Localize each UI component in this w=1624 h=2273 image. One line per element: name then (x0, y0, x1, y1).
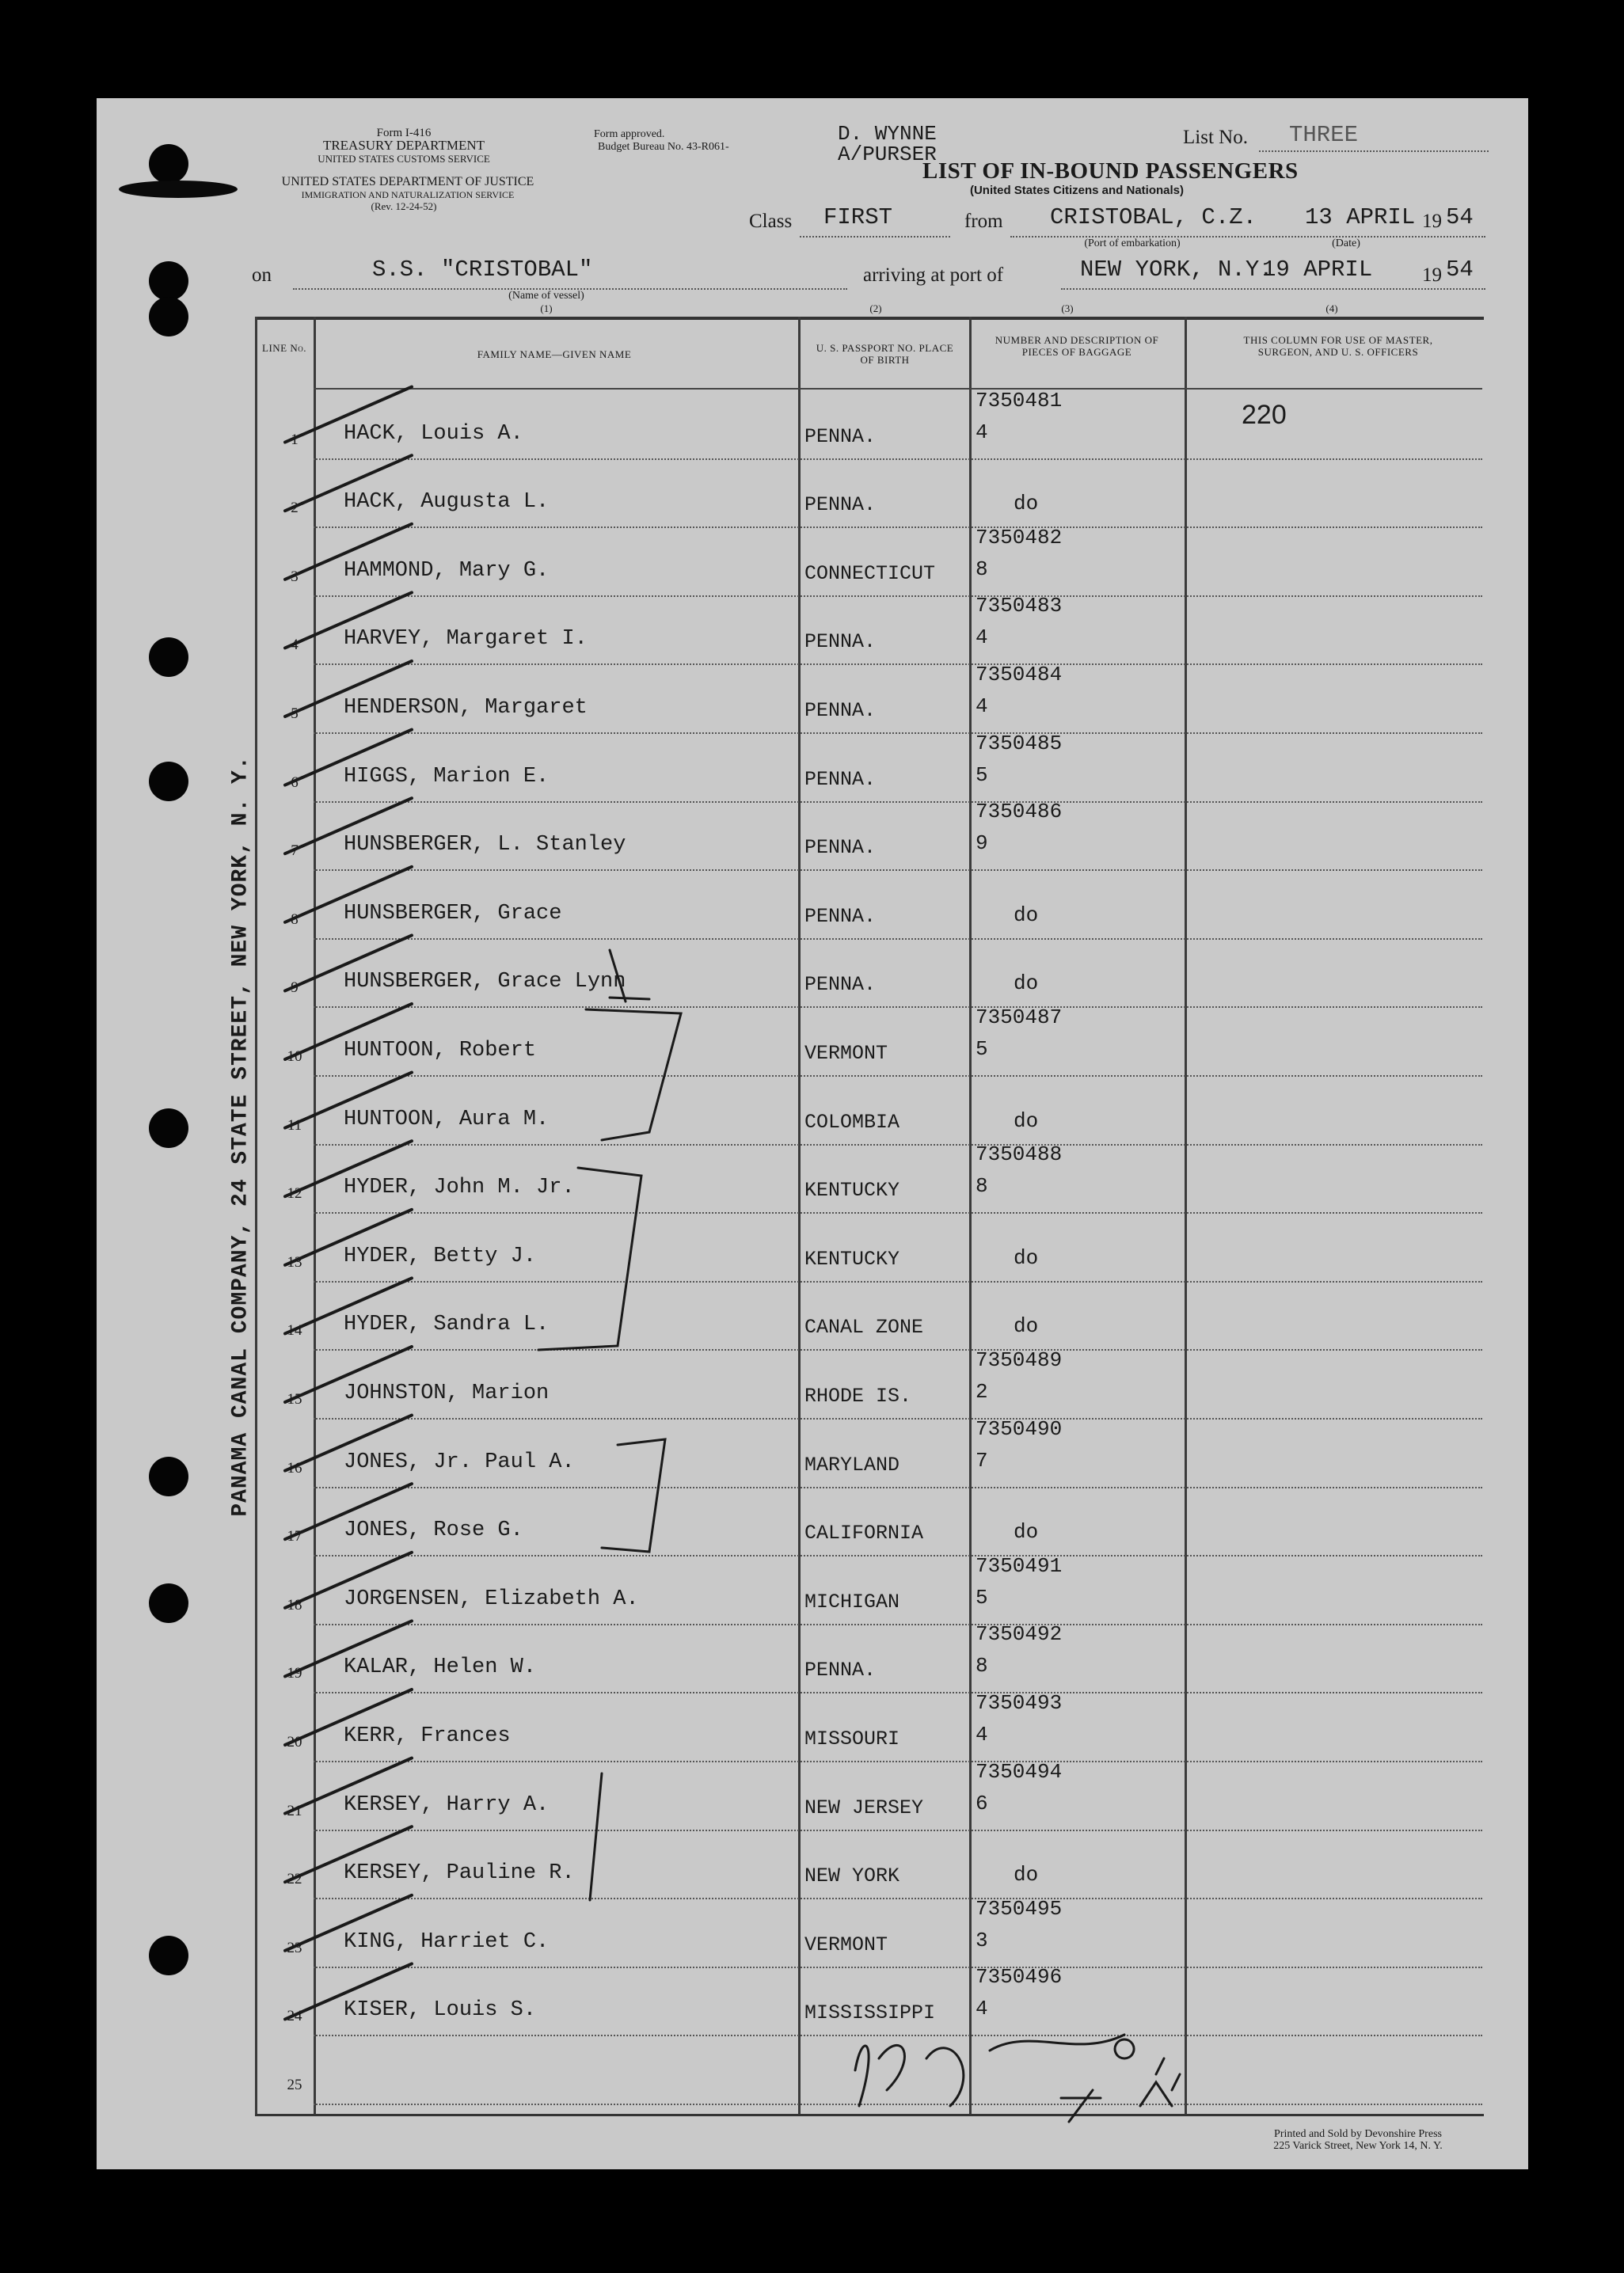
passenger-name: HYDER, Betty J. (344, 1245, 537, 1268)
line-number: 13 (287, 1254, 302, 1271)
justice-dept: UNITED STATES DEPARTMENT OF JUSTICE (281, 175, 534, 188)
baggage-pieces: 8 (976, 1174, 988, 1198)
treasury-dept: TREASURY DEPARTMENT (322, 138, 485, 153)
check-mark (285, 1553, 412, 1608)
list-no-label: List No. (1183, 127, 1248, 148)
time-mark (1061, 2039, 1180, 2122)
check-mark (285, 1963, 412, 2019)
signature (855, 2035, 1124, 2106)
baggage-number: 7350485 (976, 732, 1063, 755)
line-number: 20 (287, 1734, 302, 1750)
check-mark (285, 1621, 412, 1676)
baggage-number: 7350492 (976, 1622, 1063, 1646)
form-approved: Form approved. (594, 128, 665, 140)
purser-title: A/PURSER (838, 143, 937, 166)
birthplace: CALIFORNIA (804, 1522, 924, 1545)
birthplace: MARYLAND (804, 1454, 900, 1477)
baggage-number: 7350495 (976, 1897, 1063, 1921)
line-number: 14 (287, 1322, 302, 1339)
birthplace: PENNA. (804, 630, 877, 653)
baggage-number: 7350487 (976, 1005, 1063, 1029)
baggage-number: 7350481 (976, 389, 1063, 412)
line-number: 16 (287, 1460, 302, 1477)
embarkation-port: CRISTOBAL, C.Z. (1050, 204, 1257, 230)
baggage-pieces: do (1014, 1314, 1039, 1338)
baggage-pieces: do (1014, 971, 1039, 995)
passenger-name: HUNSBERGER, L. Stanley (344, 833, 626, 857)
line-number: 19 (287, 1665, 302, 1682)
check-mark (285, 867, 412, 922)
line-number: 18 (287, 1597, 302, 1614)
baggage-pieces: 5 (976, 1586, 988, 1610)
passenger-name: HENDERSON, Margaret (344, 696, 588, 720)
check-mark (285, 1347, 412, 1402)
line-number: 23 (287, 1940, 302, 1956)
line-number: 17 (287, 1528, 302, 1545)
birthplace: PENNA. (804, 905, 877, 928)
customs-service: UNITED STATES CUSTOMS SERVICE (318, 153, 490, 165)
passenger-name: KERSEY, Harry A. (344, 1793, 550, 1817)
line-number: 5 (291, 705, 299, 722)
check-mark (285, 798, 412, 853)
birthplace: PENNA. (804, 493, 877, 516)
line-number: 24 (287, 2008, 302, 2024)
check-mark (285, 1278, 412, 1333)
check-mark (285, 1758, 412, 1814)
check-mark (285, 1690, 412, 1745)
birthplace: MICHIGAN (804, 1591, 900, 1614)
class-value: FIRST (823, 204, 893, 230)
header-baggage: NUMBER AND DESCRIPTION OF PIECES OF BAGGAGE (995, 334, 1159, 358)
baggage-pieces: 7 (976, 1449, 988, 1473)
birthplace: NEW YORK (804, 1864, 900, 1887)
line-number: 8 (291, 911, 299, 928)
check-mark (285, 1826, 412, 1882)
birthplace: PENNA. (804, 1659, 877, 1682)
arrival-year: 54 (1446, 257, 1474, 283)
birthplace: VERMONT (804, 1042, 888, 1065)
birthplace: CONNECTICUT (804, 562, 936, 585)
date-caption: (Date) (1332, 238, 1360, 249)
printer-line-2: 225 Varick Street, New York 14, N. Y. (1273, 2140, 1443, 2152)
baggage-number: 7350489 (976, 1348, 1063, 1372)
bracket-mark (602, 1439, 665, 1552)
col-marker-4: (4) (1325, 302, 1338, 314)
birthplace: PENNA. (804, 425, 877, 448)
check-mark (285, 1895, 412, 1951)
birthplace: PENNA. (804, 836, 877, 859)
on-label: on (252, 264, 272, 286)
baggage-pieces: 6 (976, 1792, 988, 1815)
check-mark (285, 661, 412, 716)
revision: (Rev. 12-24-52) (371, 200, 437, 212)
col-marker-1: (1) (540, 302, 553, 314)
check-mark (285, 1210, 412, 1265)
line-number: 25 (287, 2077, 302, 2093)
birthplace: CANAL ZONE (804, 1316, 924, 1339)
document-subtitle: (United States Citizens and Nationals) (969, 184, 1185, 197)
birthplace: PENNA. (804, 768, 877, 791)
birthplace: VERMONT (804, 1933, 888, 1956)
check-mark (285, 730, 412, 785)
printer-line-1: Printed and Sold by Devonshire Press (1274, 2128, 1442, 2140)
baggage-pieces: 3 (976, 1929, 988, 1952)
passenger-name: KING, Harriet C. (344, 1930, 550, 1954)
line-number: 10 (287, 1048, 302, 1065)
vessel-caption: (Name of vessel) (508, 290, 584, 302)
baggage-pieces: do (1014, 1863, 1039, 1887)
baggage-pieces: 4 (976, 625, 988, 649)
baggage-pieces: 4 (976, 1723, 988, 1747)
check-mark (285, 1484, 412, 1539)
arrival-date: 19 APRIL (1262, 257, 1373, 283)
baggage-number: 7350491 (976, 1554, 1063, 1578)
passenger-name: KALAR, Helen W. (344, 1655, 537, 1679)
baggage-number: 7350493 (976, 1691, 1063, 1715)
passenger-name: JORGENSEN, Elizabeth A. (344, 1587, 639, 1611)
birthplace: PENNA. (804, 973, 877, 996)
baggage-number: 7350486 (976, 800, 1063, 823)
passenger-name: HYDER, Sandra L. (344, 1313, 550, 1336)
form-number: Form I-416 (376, 127, 432, 139)
arrival-port: NEW YORK, N.Y. (1080, 257, 1273, 283)
baggage-pieces: 9 (976, 831, 988, 855)
bracket-mark (610, 950, 649, 1002)
passenger-name: KISER, Louis S. (344, 1998, 537, 2022)
passenger-name: JONES, Rose G. (344, 1519, 523, 1542)
baggage-pieces: 4 (976, 694, 988, 718)
birthplace: NEW JERSEY (804, 1796, 924, 1819)
line-number: 6 (291, 774, 299, 791)
passenger-name: HACK, Louis A. (344, 422, 523, 446)
arriving-label: arriving at port of (863, 264, 1004, 286)
baggage-pieces: do (1014, 1520, 1039, 1544)
officer-note: 220 (1242, 400, 1287, 430)
check-mark (285, 592, 412, 648)
line-number: 11 (287, 1117, 302, 1134)
line-number: 7 (291, 842, 299, 859)
embark-year-prefix: 19 (1422, 211, 1442, 232)
header-passport: U. S. PASSPORT NO. PLACE OF BIRTH (816, 342, 954, 366)
header-family-name: FAMILY NAME—GIVEN NAME (477, 348, 632, 360)
line-number: 2 (291, 500, 299, 516)
check-mark (285, 935, 412, 990)
budget-bureau: Budget Bureau No. 43-R061- (598, 141, 729, 153)
baggage-number: 7350482 (976, 526, 1063, 549)
passenger-name: HUNSBERGER, Grace (344, 902, 562, 926)
baggage-number: 7350488 (976, 1142, 1063, 1166)
ins-label: IMMIGRATION AND NATURALIZATION SERVICE (301, 189, 515, 200)
port-caption: (Port of embarkation) (1084, 238, 1181, 249)
bracket-mark (538, 1168, 641, 1350)
baggage-number: 7350490 (976, 1417, 1063, 1441)
embarkation-year: 54 (1446, 204, 1474, 230)
list-no-value: THREE (1289, 122, 1359, 148)
birthplace: MISSOURI (804, 1728, 900, 1750)
class-label: Class (749, 211, 793, 232)
baggage-pieces: 4 (976, 1997, 988, 2020)
passenger-name: HACK, Augusta L. (344, 490, 550, 514)
check-mark (285, 1416, 412, 1471)
line-number: 9 (291, 979, 299, 996)
header-officers: THIS COLUMN FOR USE OF MASTER, SURGEON, AND U. S. OFFICERS (1243, 334, 1433, 358)
baggage-number: 7350496 (976, 1965, 1063, 1989)
col-marker-3: (3) (1061, 302, 1074, 314)
line-number: 22 (287, 1871, 302, 1887)
baggage-pieces: do (1014, 1246, 1039, 1270)
passenger-name: HARVEY, Margaret I. (344, 627, 588, 651)
passenger-name: HIGGS, Marion E. (344, 765, 550, 789)
document-title: LIST OF IN-BOUND PASSENGERS (922, 158, 1299, 184)
passenger-name: JOHNSTON, Marion (344, 1382, 550, 1405)
baggage-number: 7350494 (976, 1760, 1063, 1784)
line-number: 1 (291, 431, 299, 448)
vessel-name: S.S. "CRISTOBAL" (372, 257, 593, 283)
passenger-name: JONES, Jr. Paul A. (344, 1450, 575, 1474)
check-mark (285, 1004, 412, 1059)
baggage-pieces: do (1014, 903, 1039, 927)
passenger-name: HAMMOND, Mary G. (344, 559, 550, 583)
purser-name: D. WYNNE (838, 122, 937, 146)
baggage-pieces: 5 (976, 763, 988, 787)
baggage-pieces: 5 (976, 1037, 988, 1061)
check-mark (285, 1141, 412, 1196)
line-number: 15 (287, 1391, 302, 1408)
company-stamp: PANAMA CANAL COMPANY, 24 STATE STREET, NEW YORK, N. Y. (228, 755, 253, 1517)
birthplace: RHODE IS. (804, 1385, 912, 1408)
bracket-mark (590, 1773, 602, 1900)
baggage-pieces: 2 (976, 1380, 988, 1404)
birthplace: MISSISSIPPI (804, 2001, 936, 2024)
check-mark (285, 455, 412, 511)
passenger-name: HYDER, John M. Jr. (344, 1176, 575, 1199)
header-line-no: LINE No. (262, 342, 306, 354)
passenger-name: HUNTOON, Aura M. (344, 1108, 550, 1131)
passenger-name: KERSEY, Pauline R. (344, 1861, 575, 1885)
baggage-pieces: do (1014, 492, 1039, 515)
line-number: 3 (291, 568, 299, 585)
baggage-pieces: 8 (976, 1654, 988, 1678)
check-mark (285, 1073, 412, 1128)
bracket-mark (586, 1009, 681, 1140)
embarkation-date: 13 APRIL (1305, 204, 1416, 230)
baggage-number: 7350484 (976, 663, 1063, 686)
birthplace: KENTUCKY (804, 1179, 900, 1202)
col-marker-2: (2) (869, 302, 882, 314)
birthplace: PENNA. (804, 699, 877, 722)
birthplace: KENTUCKY (804, 1248, 900, 1271)
from-label: from (964, 211, 1003, 232)
baggage-pieces: 8 (976, 557, 988, 581)
baggage-number: 7350483 (976, 594, 1063, 618)
line-number: 21 (287, 1803, 302, 1819)
line-number: 12 (287, 1185, 302, 1202)
baggage-pieces: 4 (976, 420, 988, 444)
check-mark (285, 387, 412, 443)
check-mark (285, 524, 412, 580)
passenger-name: HUNSBERGER, Grace Lynn (344, 970, 626, 994)
passenger-name: KERR, Frances (344, 1724, 511, 1748)
arrival-year-prefix: 19 (1422, 264, 1442, 286)
baggage-pieces: do (1014, 1109, 1039, 1133)
passenger-name: HUNTOON, Robert (344, 1039, 537, 1062)
birthplace: COLOMBIA (804, 1111, 900, 1134)
line-number: 4 (291, 637, 299, 653)
